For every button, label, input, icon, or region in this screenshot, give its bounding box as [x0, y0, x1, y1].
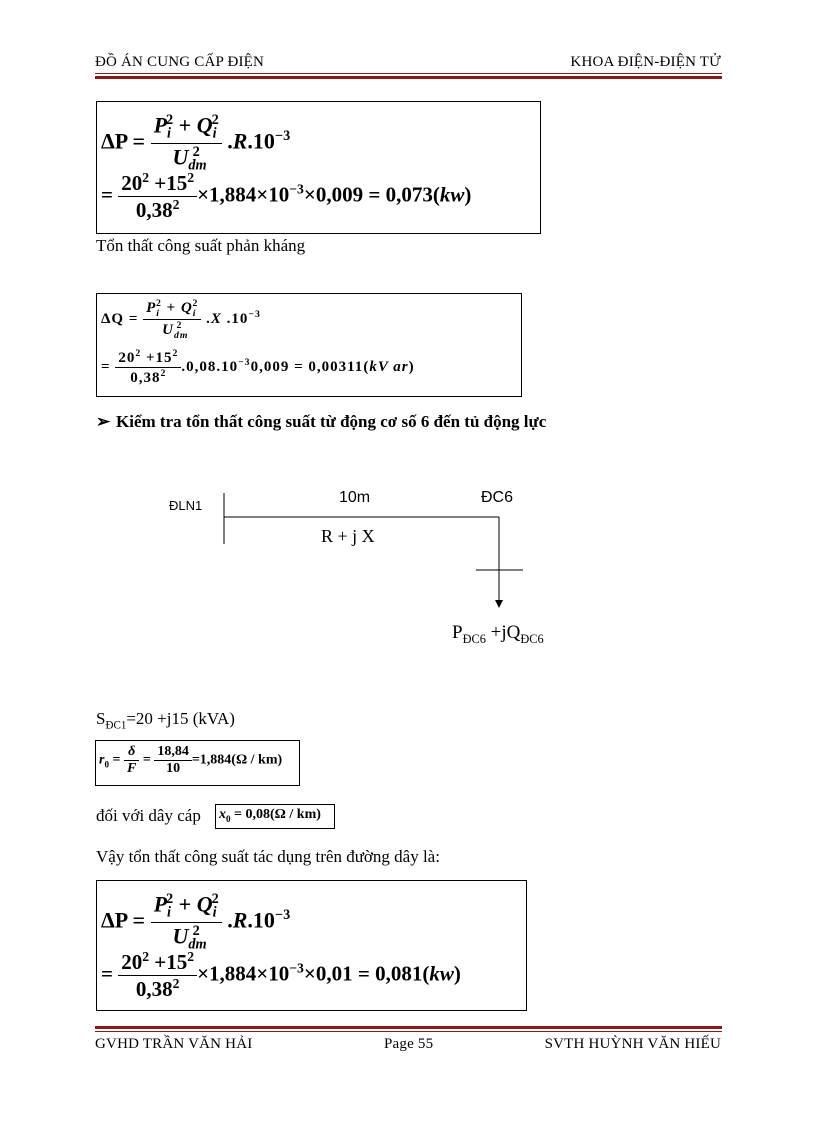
arrow-bullet-icon: ➢ [96, 412, 111, 431]
bullet-heading: ➢ Kiểm tra tổn thất công suất từ động cơ số 6 đến tủ động lực [96, 412, 547, 431]
page-number: Page 55 [384, 1036, 434, 1052]
loss-text: Vậy tổn thất công suất tác dụng trên đường dây là: [96, 847, 440, 866]
load-power-label: $P_{ĐC6} +jQ_{ĐC6}$ [452, 622, 544, 646]
header-right: KHOA ĐIỆN-ĐIỆN TỬ [570, 54, 721, 70]
footer-left: GVHD TRẦN VĂN HẢI [95, 1036, 253, 1052]
delta-p-2-value: 0,081 [375, 961, 423, 986]
delta-q-value: 0,00311 [308, 358, 364, 375]
delta-p-1-value: 0,073 [385, 182, 433, 207]
load-label: ĐC6 [481, 489, 514, 506]
cable-text: đối với dây cáp [96, 806, 201, 825]
header-rule-thin [95, 73, 722, 74]
load-arrow-icon [495, 600, 503, 608]
formula-box-delta-q: ΔQ = $\frac{P_i^2 + Q_i^2}{U_{dm}^2}$ .X $.10^{-3}$ = $\frac{20^2 +15^2}{0,38^2}$ $.0,08.10^{-3}0,009 = 0,00311(kV$ ar) [96, 293, 522, 397]
s-value-line: $S_{ĐC1}=20 +j15$ (kVA) [96, 709, 235, 732]
reactive-loss-text: Tổn thất công suất phản kháng [96, 236, 306, 255]
footer-right: SVTH HUỲNH VĂN HIẾU [544, 1036, 721, 1052]
footer-rule-thin [95, 1031, 722, 1032]
formula-box-delta-p-2: ΔP = $\frac{P_i^2 + Q_i^2}{U_{dm}^2}$ $.R.10^{-3}$ = $\frac{20^2 +15^2}{0,38^2}$ $\times 1,884\times 10^{-3}\times 0,01 = 0,081(kw)$ [96, 880, 527, 1011]
x0-formula-box: $x_0 = 0,08(\Omega / km)$ [215, 804, 335, 829]
formula-box-delta-p-1: ΔP = $\frac{P_i^2 + Q_i^2}{U_{dm}^2}$ $.R.10^{-3}$ = $\frac{20^2 +15^2}{0,38^2}$ $\times 1,884\times 10^{-3}\times 0,009 = 0,073(kw)$ [96, 101, 541, 234]
length-label: 10m [339, 489, 371, 506]
impedance-label: R + j X [321, 526, 375, 546]
footer-rule-thick [95, 1026, 722, 1029]
r0-formula-box: $r_0$ = $\frac{\delta}{F}$ = $\frac{18,84}{10}$ =1,884(Ω / km) [95, 740, 300, 786]
header-left: ĐỒ ÁN CUNG CẤP ĐIỆN [95, 54, 265, 70]
source-label: ĐLN1 [169, 498, 203, 513]
header-rule-thick [95, 76, 722, 79]
